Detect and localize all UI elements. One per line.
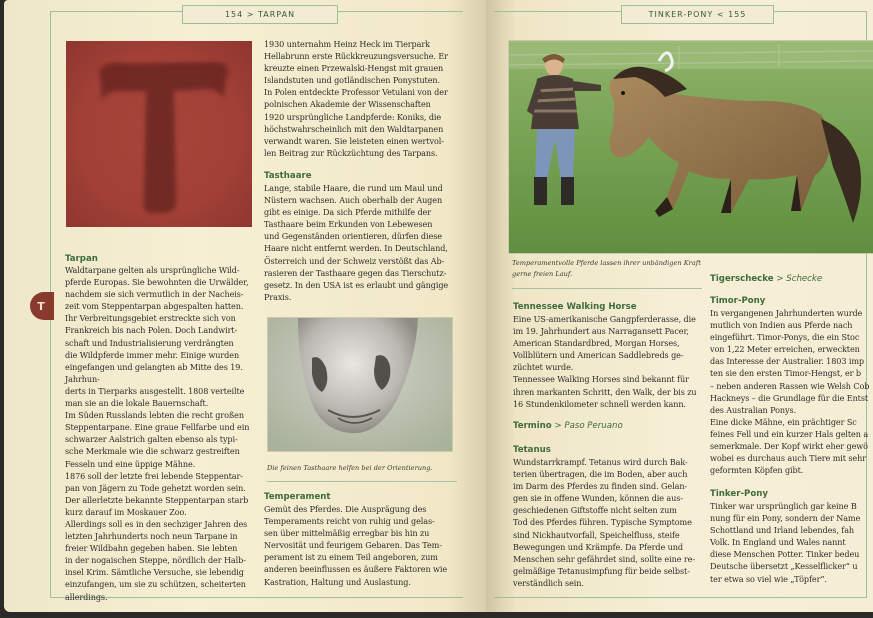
horse-muzzle-photo bbox=[267, 317, 453, 452]
heading-tarpan: Tarpan bbox=[65, 254, 98, 264]
crossref-tigerschecke[interactable] bbox=[710, 274, 822, 284]
crossref-arrow: > bbox=[554, 421, 562, 431]
text-tasthaare: Lange, stabile Haare, die rund um Maul und Nüstern wachsen. Auch oberhalb der Augen gibt es einige. Da sich Pferde mithilfe der Tasthaare beim Erkunden von Lebewesen und Gegenständen orientieren, dürfen diese Haare nicht entfernt werden. In Deutschland, Österreich und der Schweiz verstößt das Ab- rasieren der Tasthaare gegen das Tierschutz- gesetz. In den USA ist es erlaubt und gängige Praxis. bbox=[264, 183, 449, 302]
crossref-tigerschecke-target: Schecke bbox=[786, 274, 823, 284]
caption-rule bbox=[512, 288, 702, 289]
crossref-termino-label: Termino bbox=[513, 421, 552, 431]
right-column-clip bbox=[710, 296, 873, 596]
right-page bbox=[486, 0, 873, 612]
left-page bbox=[4, 0, 486, 612]
crossref-termino-target: Paso Peruano bbox=[564, 421, 623, 431]
text-tarpan-continued: 1930 unternahm Heinz Heck im Tierpark Hellabrunn erste Rückkreuzungsversuche. Er kreuzte einen Przewalski-Hengst mit grauen Islandstuten und gotländischen Ponystuten. In Polen entdeckte Professor Vetulani von der polnischen Akademie der Wissenschaften 1920 ursprüngliche Landpferde: Koniks, die höchstwahrscheinlich mit den Waldtarpanen verwandt waren. Sie leisteten einen wertvol- len Beitrag zur Rückzüchtung des Tarpans. bbox=[264, 39, 448, 158]
text-tarpan: Waldtarpane gelten als ursprüngliche Wild- pferde Europas. Sie bewohnten die Urwälder, nachdem sie sich vermutlich in der Nacheis- zeit vom Steppentarpan abgespalten hatten. Ihr Verbreitungsgebiet erstreckte sich von Frankreich bis nach Polen. Doch Landwirt- schaft und Industrialisierung verdrängten die Wildpferde immer mehr. Einige wurden eingefangen und gelangten ab Mitte des 19. Jahrhun- derts in Tierparks ausgestellt. 1808 verteilte man sie an die lokale Bauernschaft. Im Süden Russlands lebten die recht großen Steppentarpane. Eine graue Fellfarbe und ein schwarzer Aalstrich galten ebenso als typi- sche Merkmale wie die schwarz gestreiften Fesseln und eine üppige Mähne. 1876 soll der letzte frei lebende Steppentar- pan von Jägern zu Tode gehetzt worden sein. Der allerletzte bekannte Steppentarpan starb kurz darauf im Moskauer Zoo. Allerdings soll es in den sechziger Jahren des letzten Jahrhunderts noch neun Tarpane in freier Wildbahn gegeben haben. Sie lebten in der nogaischen Steppe, nördlich der Halb- insel Krim. Sämtliche Versuche, sie lebendig einzufangen, um sie zu schützen, scheiterten allerdings. bbox=[65, 265, 250, 602]
drop-cap-letter-graphic bbox=[66, 41, 252, 227]
heading-tasthaare: Tasthaare bbox=[264, 171, 312, 181]
muzzle-illustration bbox=[268, 318, 452, 451]
text-timor-pony: In vergangenen Jahrhunderten wurde mutlich von Indien aus Pferde nach eingeführt. Timor-Ponys, die ein Stoc von 1,22 Meter erreichen, erweckten das Interesse der Australier. 1803 imp ten sie den ersten Timor-Hengst, er b – neben anderen Rassen wie Welsh Cob Hackneys – die Grundlage für die Entst des Australian Ponys. Eine dicke Mähne, ein prächtiger Sc feines Fell und ein kurzer Hals gelten a semerkmale. Der Kopf wirkt eher gewö wobei es durchaus auch Tiere mit sehr geformten Köpfen gibt. bbox=[710, 308, 870, 476]
text-tinker-pony: Tinker war ursprünglich gar keine B nung für ein Pony, sondern der Name Schottland und Irland lebendes, fah Volk. In England und Wales nannt diese Menschen Potter. Tinker bedeu Deutsche übersetzt „Kesselflicker“ u ter etwa so viel wie „Töpfer“. bbox=[710, 501, 861, 584]
letter-tab-marker[interactable]: T bbox=[30, 292, 54, 320]
drop-cap-text: T bbox=[155, 151, 163, 162]
caption-rule bbox=[267, 481, 457, 482]
crossref-arrow: > bbox=[776, 274, 784, 284]
running-head: 154 > TARPAN bbox=[182, 5, 338, 24]
heading-tennessee-walking-horse: Tennessee Walking Horse bbox=[513, 302, 637, 312]
horse-with-trainer-photo bbox=[508, 40, 873, 254]
text-temperament: Gemüt des Pferdes. Die Ausprägung des Temperaments reicht von ruhig und gelas- sen über mittelmäßig erregbar bis hin zu Nervosität und feurigem Gebaren. Das Tem- perament ist zu einem Teil angeboren, zum anderen beeinflussen es äußere Faktoren wie Kastration, Haltung und Auslastung. bbox=[264, 504, 448, 587]
running-head: TINKER-PONY < 155 bbox=[621, 5, 774, 24]
crossref-tigerschecke-label: Tigerschecke bbox=[710, 274, 774, 284]
heading-temperament: Temperament bbox=[264, 492, 331, 502]
caption-horse: Temperamentvolle Pferde lassen ihrer unbändigen Kraft gerne freien Lauf. bbox=[512, 259, 701, 278]
text-tetanus: Wundstarrkrampf. Tetanus wird durch Bak- terien übertragen, die im Boden, aber auch im Darm des Pferdes zu finden sind. Gelan- gen sie in offene Wunden, können die aus- geschiedenen Giftstoffe nicht selten zum Tod des Pferdes führen. Typische Symptome sind Nickhautvorfall, Speichelfluss, steife Bewegungen und Krämpfe. Da Pferde und Menschen sehr gefährdet sind, sollte eine re- gelmäßige Tetanusimpfung für beide selbst- verständlich sein. bbox=[513, 457, 695, 588]
crossref-termino[interactable] bbox=[513, 421, 623, 431]
heading-timor-pony: Timor-Pony bbox=[710, 296, 766, 306]
heading-tinker-pony: Tinker-Pony bbox=[710, 489, 768, 499]
text-tennessee-walking-horse: Eine US-amerikanische Gangpferderasse, die im 19. Jahrhundert aus Narragansett Pacer, American Standardbred, Morgan Horses, Vollblütern und American Saddlebreds ge- züchtet wurde. Tennessee Walking Horses sind bekannt für ihren markanten Schritt, den Walk, der bis zu 16 Stundenkilometer schnell werden kann. bbox=[513, 314, 697, 409]
horse-photo-illustration bbox=[509, 41, 873, 253]
caption-tasthaare: Die feinen Tasthaare helfen bei der Orientierung. bbox=[267, 464, 433, 472]
heading-tetanus: Tetanus bbox=[513, 445, 551, 455]
drop-cap-illustration bbox=[66, 41, 252, 227]
